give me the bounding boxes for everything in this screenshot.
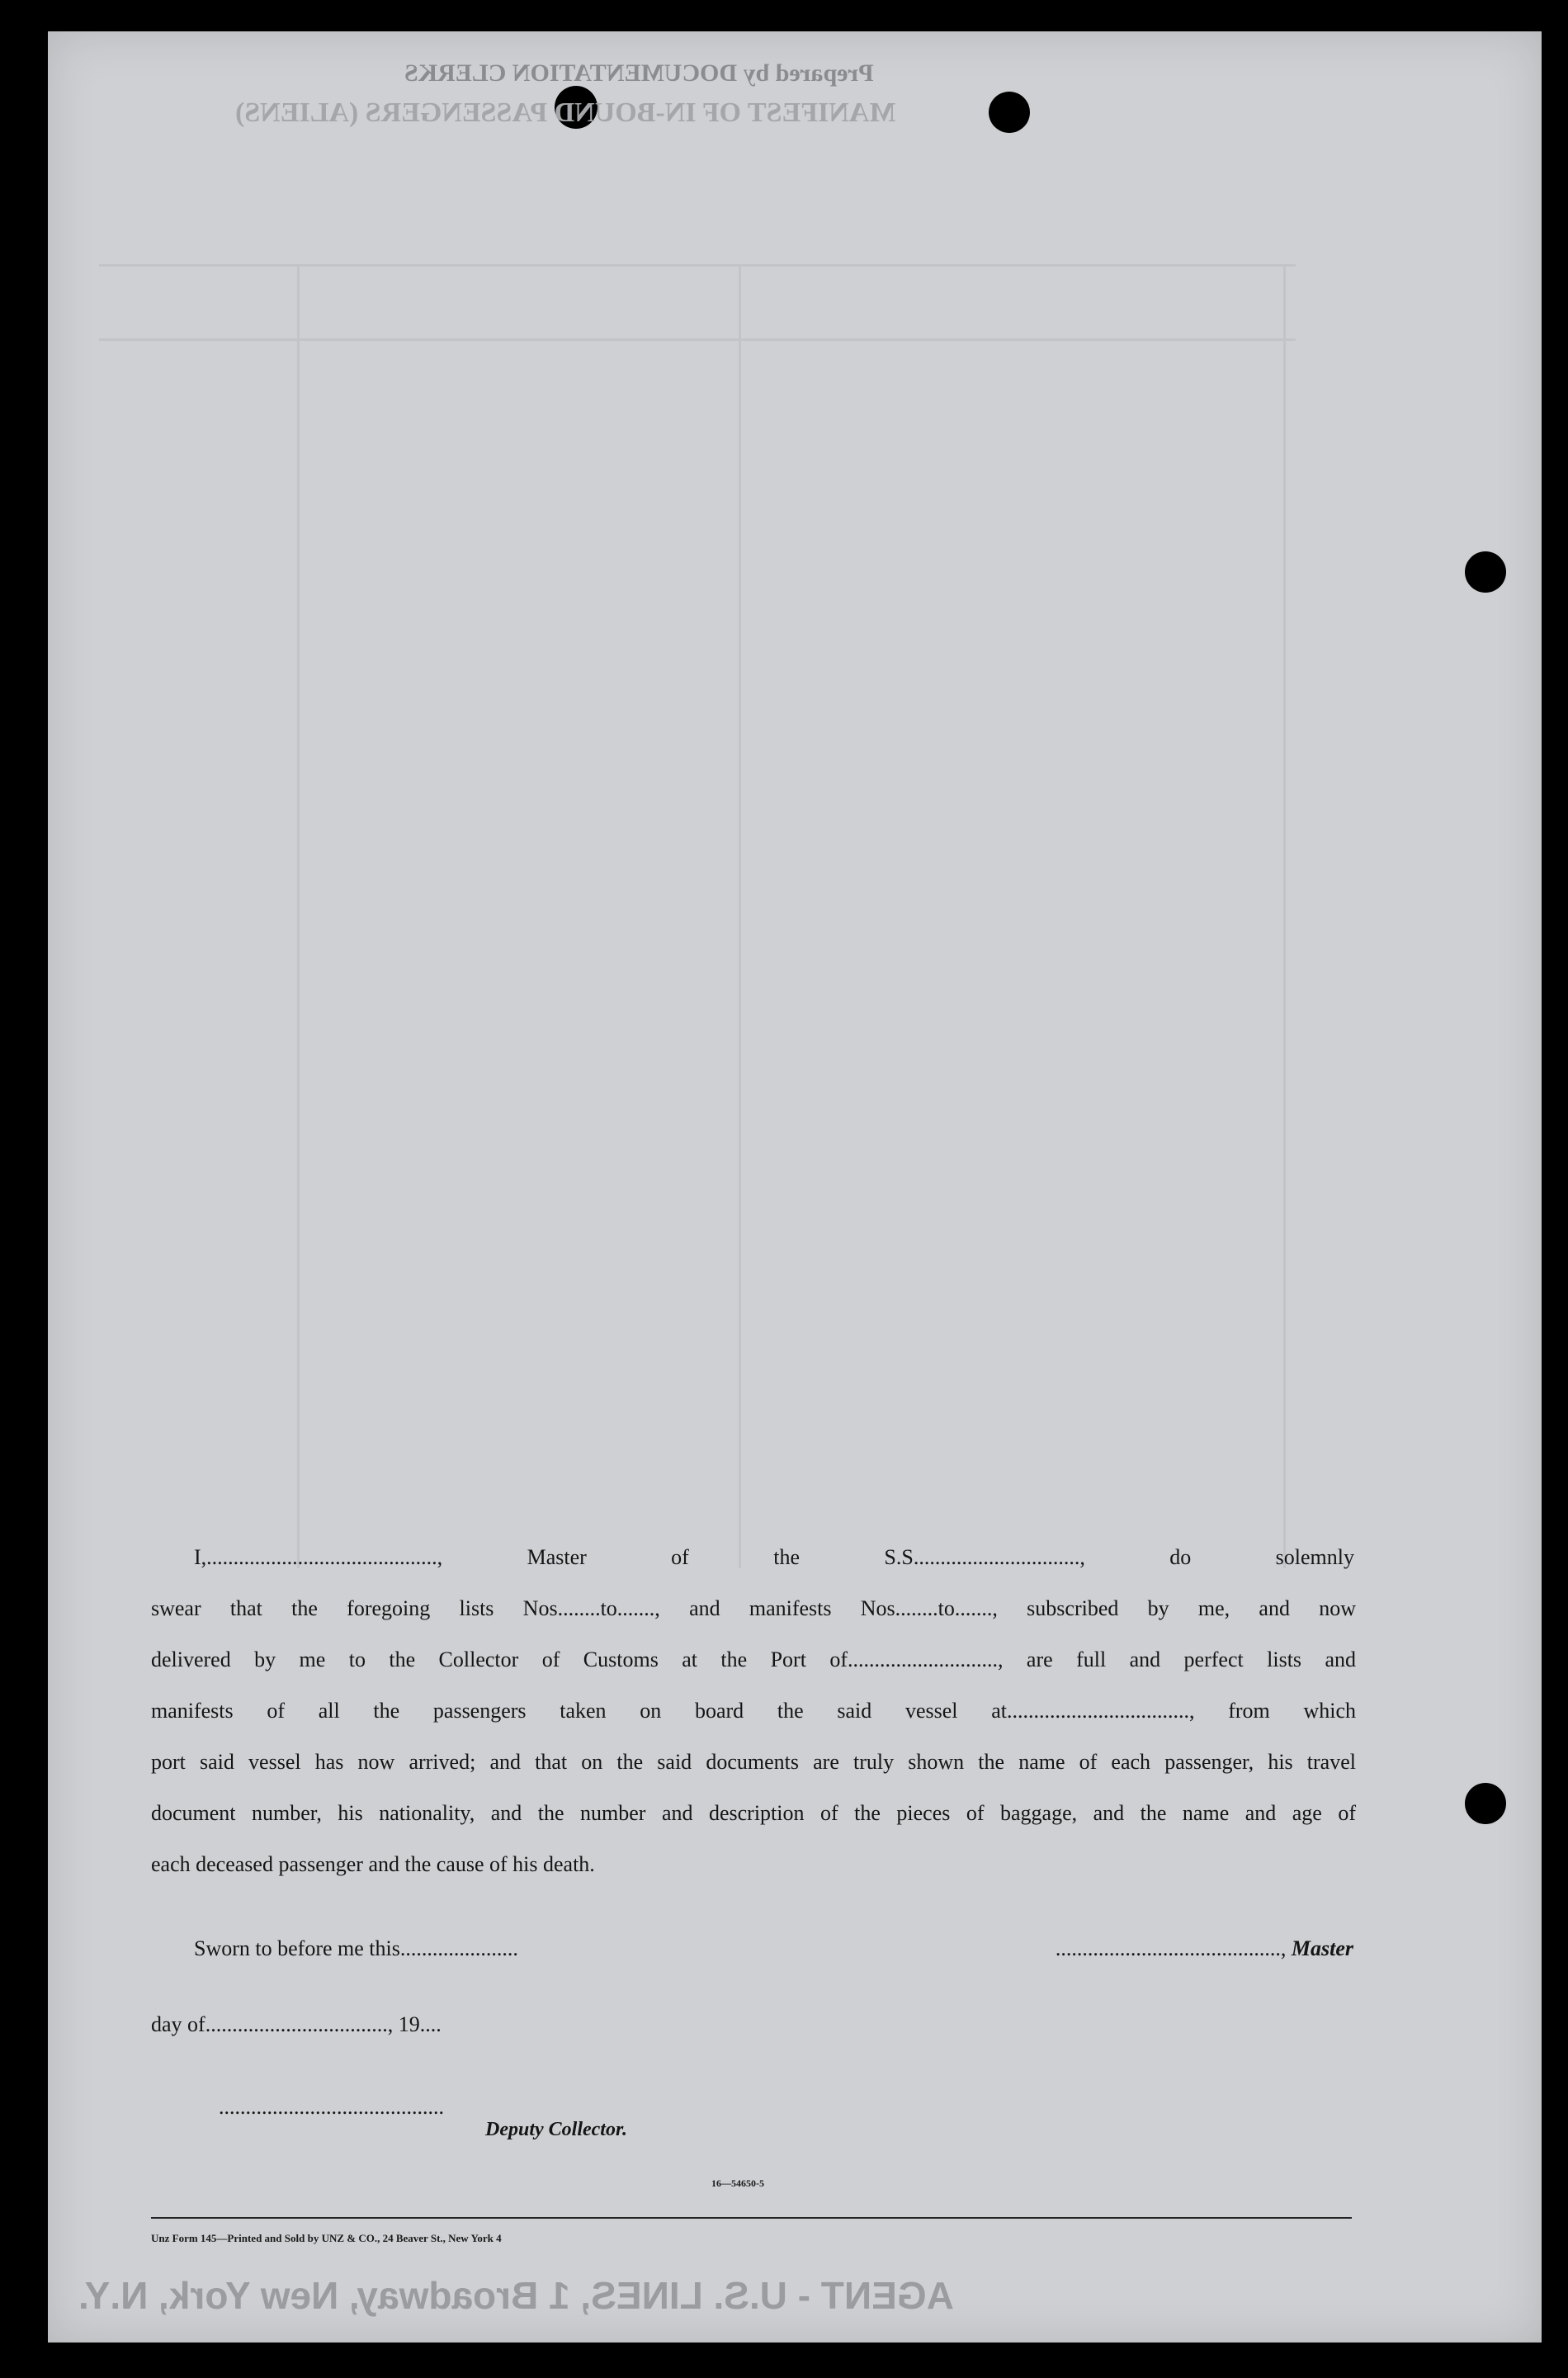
oath-line-6: document number, his nationality, and the number and description of the pieces of baggage, and the name and age of: [151, 1801, 1356, 1825]
master-signature-line: [875, 1938, 1353, 1960]
bleed-through-column: [297, 264, 300, 1568]
sworn-before-text: Sworn to before me this......................: [194, 1936, 518, 1960]
deputy-signature-dots: ..........................................: [219, 2095, 444, 2119]
oath-line-1: I,..........................................., Master of the S.S..............................., do solemnly: [194, 1545, 1354, 1569]
agent-stamp: AGENT - U.S. LINES, 1 Broadway, New York, N.Y.: [78, 2274, 954, 2317]
form-code: 16—54650-5: [711, 2177, 764, 2189]
bleed-through-rule: [99, 338, 1296, 341]
oath-line-4: manifests of all the passengers taken on board the said vessel at.................................., from which: [151, 1699, 1356, 1723]
punch-hole-right-upper: [1465, 551, 1506, 593]
oath-line-3: delivered by me to the Collector of Customs at the Port of............................, are full and perfect lists and: [151, 1648, 1356, 1671]
day-of-line: day of.................................., 19....: [151, 2012, 442, 2036]
footer-rule: [151, 2217, 1352, 2219]
oath-line-7: each deceased passenger and the cause of his death.: [151, 1852, 595, 1876]
punch-hole-top-right: [989, 92, 1030, 133]
oath-line-5: port said vessel has now arrived; and that on the said documents are truly shown the name of each passenger, his travel: [151, 1750, 1356, 1774]
bleed-through-column: [1283, 264, 1286, 1568]
deputy-collector-label: Deputy Collector.: [485, 2119, 627, 2140]
document-sheet: [48, 31, 1542, 2343]
master-label: Master: [1291, 1936, 1353, 1960]
prepared-by-stamp: Prepared by DOCUMENTATION CLERKS: [404, 59, 874, 87]
oath-line-2: swear that the foregoing lists Nos........to......., and manifests Nos........to......., subscribed by me, and now: [151, 1596, 1356, 1620]
manifest-title-bleed: MANIFEST OF IN-BOUND PASSENGERS (ALIENS): [235, 97, 896, 128]
master-signature-dots: ..........................................,: [1055, 1936, 1292, 1960]
punch-hole-right-lower: [1465, 1783, 1506, 1824]
bleed-through-rule: [99, 264, 1296, 267]
bleed-through-column: [739, 264, 741, 1568]
footer-imprint: Unz Form 145—Printed and Sold by UNZ & CO., 24 Beaver St., New York 4: [151, 2232, 502, 2244]
